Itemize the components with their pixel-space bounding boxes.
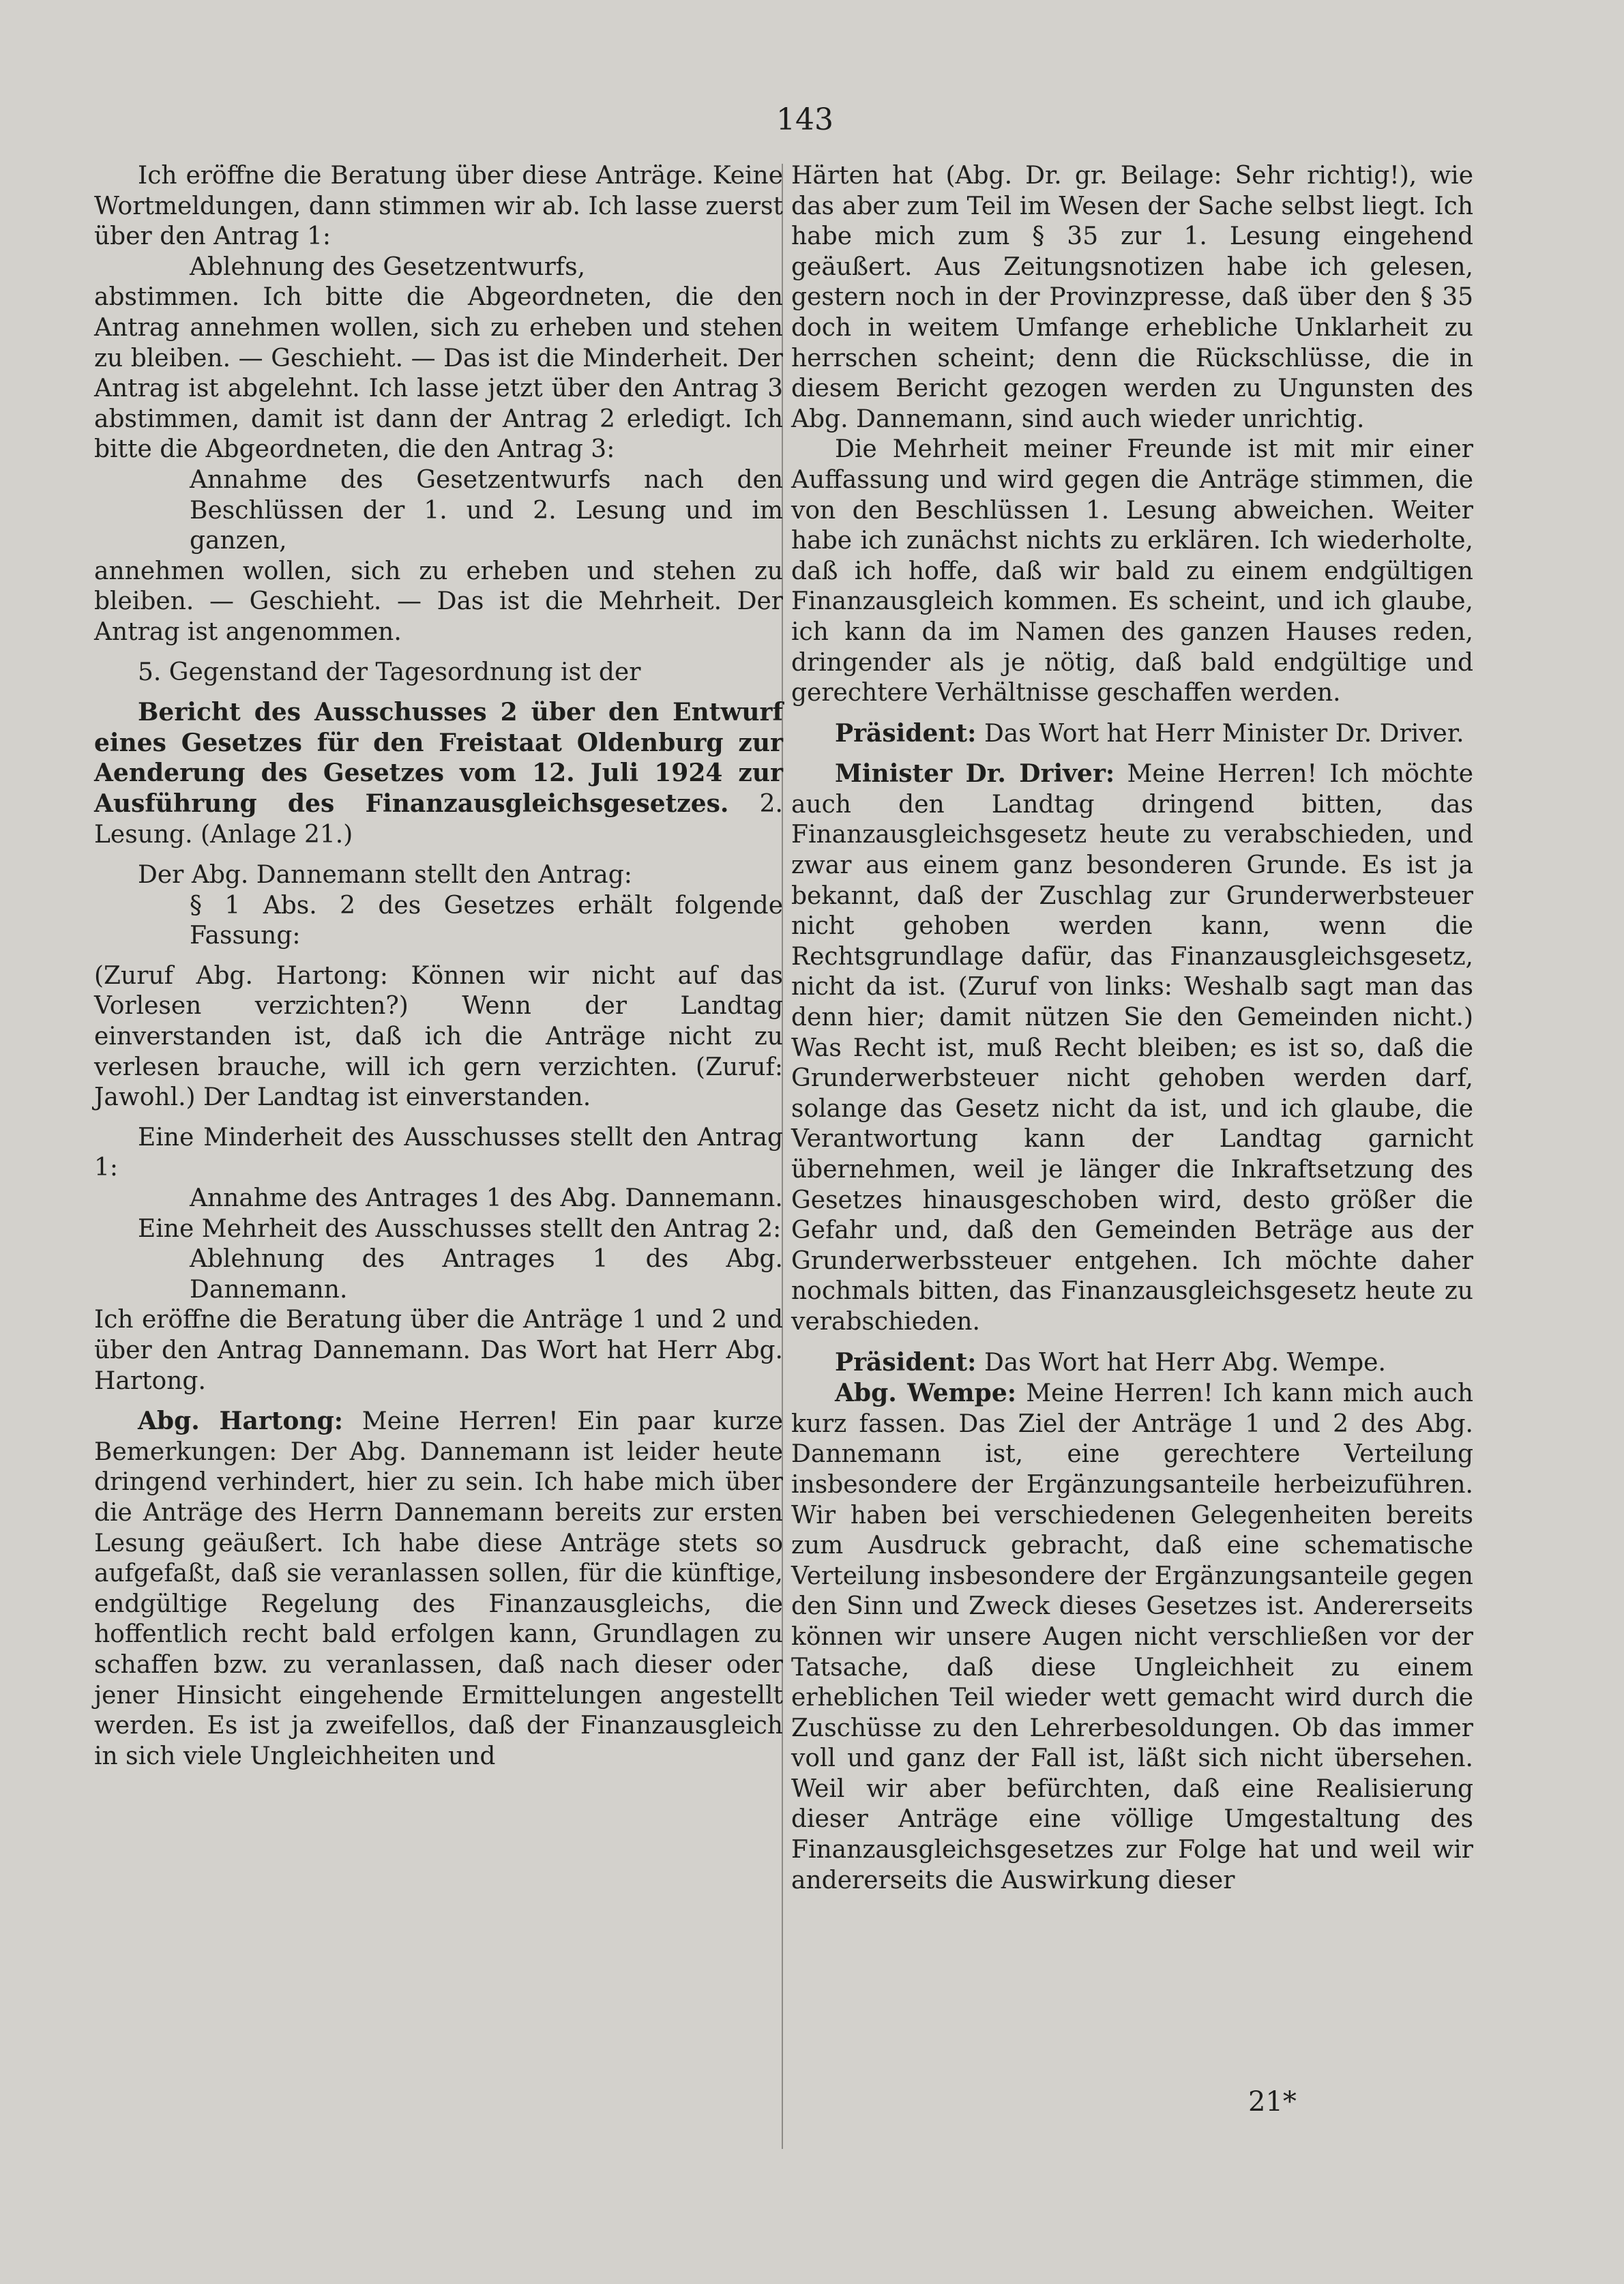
speech-text: Meine Herren! Ein paar kurze Bemerkungen: Der Abg. Dannemann ist leider heute dringend verhindert, hier zu sein. Ich habe mich über die Anträge des Herrn Dannemann bereits zur ersten Lesung geäußert. Ich habe diese Anträge stets so aufgefaßt, daß sie veranlassen sollen, für die künftige, endgültige Regelung des Finanzausgleichs, die hoffentlich recht bald erfolgen kann, Grundlagen zu schaffen bzw. zu veranlassen, daß nach dieser oder jener Hinsicht eingehende Ermittelungen angestellt werden. Es ist ja zweifellos, daß der Finanzausgleich in sich viele Ungleichheiten und [94, 1407, 783, 1770]
speech-text: Meine Herren! Ich kann mich auch kurz fassen. Das Ziel der Anträge 1 und 2 des Abg. Dannemann ist, eine gerechtere Verteilung insbesondere der Ergänzungsanteile herbeizuführen. Wir haben bei verschiedenen Gelegenheiten bereits zum Ausdruck gebracht, daß eine schematische Verteilung insbesondere der Ergänzungsanteile gegen den Sinn und Zweck dieses Gesetzes ist. Andererseits können wir unsere Augen nicht verschließen vor der Tatsache, daß diese Ungleichheit zu einem erheblichen Teil wieder wett gemacht wird durch die Zuschüsse zu den Lehrerbesoldungen. Ob das immer voll und ganz der Fall ist, läßt sich nicht übersehen. Weil wir aber befürchten, daß eine Realisierung dieser Anträge eine völlige Umgestaltung des Finanzausgleichsgesetzes zur Folge hat und weil wir andererseits die Auswirkung dieser [791, 1379, 1474, 1894]
speaker-label: Präsident: [835, 718, 977, 748]
speech-text: Meine Herren! Ich möchte auch den Landtag dringend bitten, das Finanzausgleichsgesetz heute zu verabschieden, und zwar aus einem ganz besonderen Grunde. Es ist ja bekannt, daß der Zuschlag zur Grunderwerbsteuer nicht gehoben werden kann, wenn die Rechtsgrundlage dafür, das Finanzausgleichsgesetz, nicht da ist. (Zuruf von links: Weshalb sagt man das denn hier; damit nützen Sie den Gemeinden nicht.) Was Recht ist, muß Recht bleiben; es ist so, daß die Grunderwerbsteuer nicht gehoben werden darf, solange das Gesetz nicht da ist, und ich glaube, die Verantwortung kann der Landtag garnicht übernehmen, weil je länger die Inkraftsetzung des Gesetzes hinausgeschoben wird, desto größer die Gefahr und, daß den Gemeinden Beträge aus der Grunderwerbssteuer entgehen. Ich möchte daher nochmals bitten, das Finanzausgleichsgesetz heute zu verabschieden. [791, 760, 1473, 1336]
speaker-label: Präsident: [835, 1347, 977, 1377]
paragraph: Ich eröffne die Beratung über die Anträge 1 und 2 und über den Antrag Dannemann. Das Wort hat Herr Abg. Hartong. [94, 1306, 783, 1395]
paragraph: Ich eröffne die Beratung über diese Anträge. Keine Wortmeldungen, dann stimmen wir ab. Ich lasse zuerst über den Antrag 1: [94, 162, 783, 251]
paragraph: Härten hat (Abg. Dr. gr. Beilage: Sehr richtig!), wie das aber zum Teil im Wesen der Sache selbst liegt. Ich habe mich zum § 35 zur 1. Lesung eingehend geäußert. Aus Zeitungsnotizen habe ich gelesen, gestern noch in der Provinzpresse, daß über den § 35 doch in weitem Umfange erhebliche Unklarheit zu herrschen scheint; denn die Rückschlüsse, die in diesem Bericht gezogen werden zu Ungunsten des Abg. Dannemann, sind auch wieder unrichtig. [791, 162, 1473, 433]
left-column [94, 161, 783, 1772]
speech-text: Das Wort hat Herr Minister Dr. Driver. [984, 719, 1464, 748]
page-number: 143 [776, 102, 833, 137]
speaker-label: Abg. Hartong: [138, 1407, 344, 1436]
motion-text: Annahme des Antrages 1 des Abg. Dannemann. [190, 1184, 783, 1212]
report-title [94, 697, 783, 851]
speech [94, 1406, 783, 1772]
paragraph: abstimmen. Ich bitte die Abgeordneten, die den Antrag annehmen wollen, sich zu erheben und stehen zu bleiben. — Geschieht. — Das ist die Minderheit. Der Antrag ist abgelehnt. Ich lasse jetzt über den Antrag 3 abstimmen, damit ist dann der Antrag 2 erledigt. Ich bitte die Abgeordneten, die den Antrag 3: [94, 283, 783, 464]
motion-text: § 1 Abs. 2 des Gesetzes erhält folgende Fassung: [190, 891, 783, 950]
report-title-bold: Bericht des Ausschusses 2 über den Entwurf eines Gesetzes für den Freistaat Oldenburg zur Aenderung des Gesetzes vom 12. Juli 1924 zur Ausführung des Finanzausgleichsgesetzes. [94, 698, 783, 818]
speaker-label: Minister Dr. Driver: [835, 759, 1115, 789]
reading-note: 2. Lesung. (Anlage 21.) [94, 789, 783, 849]
speech [791, 759, 1473, 1337]
paragraph: Eine Mehrheit des Ausschusses stellt den Antrag 2: [138, 1214, 782, 1243]
paragraph: Eine Minderheit des Ausschusses stellt den Antrag 1: [94, 1123, 783, 1182]
paragraph: annehmen wollen, sich zu erheben und stehen zu bleiben. — Geschieht. — Das ist die Mehrheit. Der Antrag ist angenommen. [94, 557, 783, 646]
motion-text: Ablehnung des Gesetzentwurfs, [190, 252, 586, 281]
paragraph: Die Mehrheit meiner Freunde ist mit mir einer Auffassung und wird gegen die Anträge stimmen, die von den Beschlüssen 1. Lesung abweichen. Weiter habe ich zunächst nichts zu erklären. Ich wiederholte, daß ich hoffe, daß wir bald zu einem endgültigen Finanzausgleich kommen. Es scheint, und ich glaube, ich kann da im Namen des ganzen Hauses reden, dringender als je nötig, daß bald endgültige und gerechtere Verhältnisse geschaffen werden. [791, 435, 1473, 707]
speech [791, 1347, 1473, 1379]
speech-text: Das Wort hat Herr Abg. Wempe. [984, 1348, 1386, 1377]
speech [791, 1378, 1473, 1896]
motion-text: Annahme des Gesetzentwurfs nach den Beschlüssen der 1. und 2. Lesung und im ganzen, [190, 465, 783, 555]
right-column [791, 161, 1473, 1896]
paragraph: Der Abg. Dannemann stellt den Antrag: [138, 861, 632, 890]
paragraph: (Zuruf Abg. Hartong: Können wir nicht auf das Vorlesen verzichten?) Wenn der Landtag einverstanden ist, daß ich die Anträge nicht zu verlesen brauche, will ich gern verzichten. (Zuruf: Jawohl.) Der Landtag ist einverstanden. [94, 961, 783, 1112]
signature-mark: 21* [1248, 2086, 1297, 2118]
speaker-label: Abg. Wempe: [835, 1379, 1017, 1408]
motion-text: Ablehnung des Antrages 1 des Abg. Dannemann. [190, 1245, 783, 1304]
speech [791, 718, 1473, 750]
agenda-item: 5. Gegenstand der Tagesordnung ist der [138, 658, 641, 686]
